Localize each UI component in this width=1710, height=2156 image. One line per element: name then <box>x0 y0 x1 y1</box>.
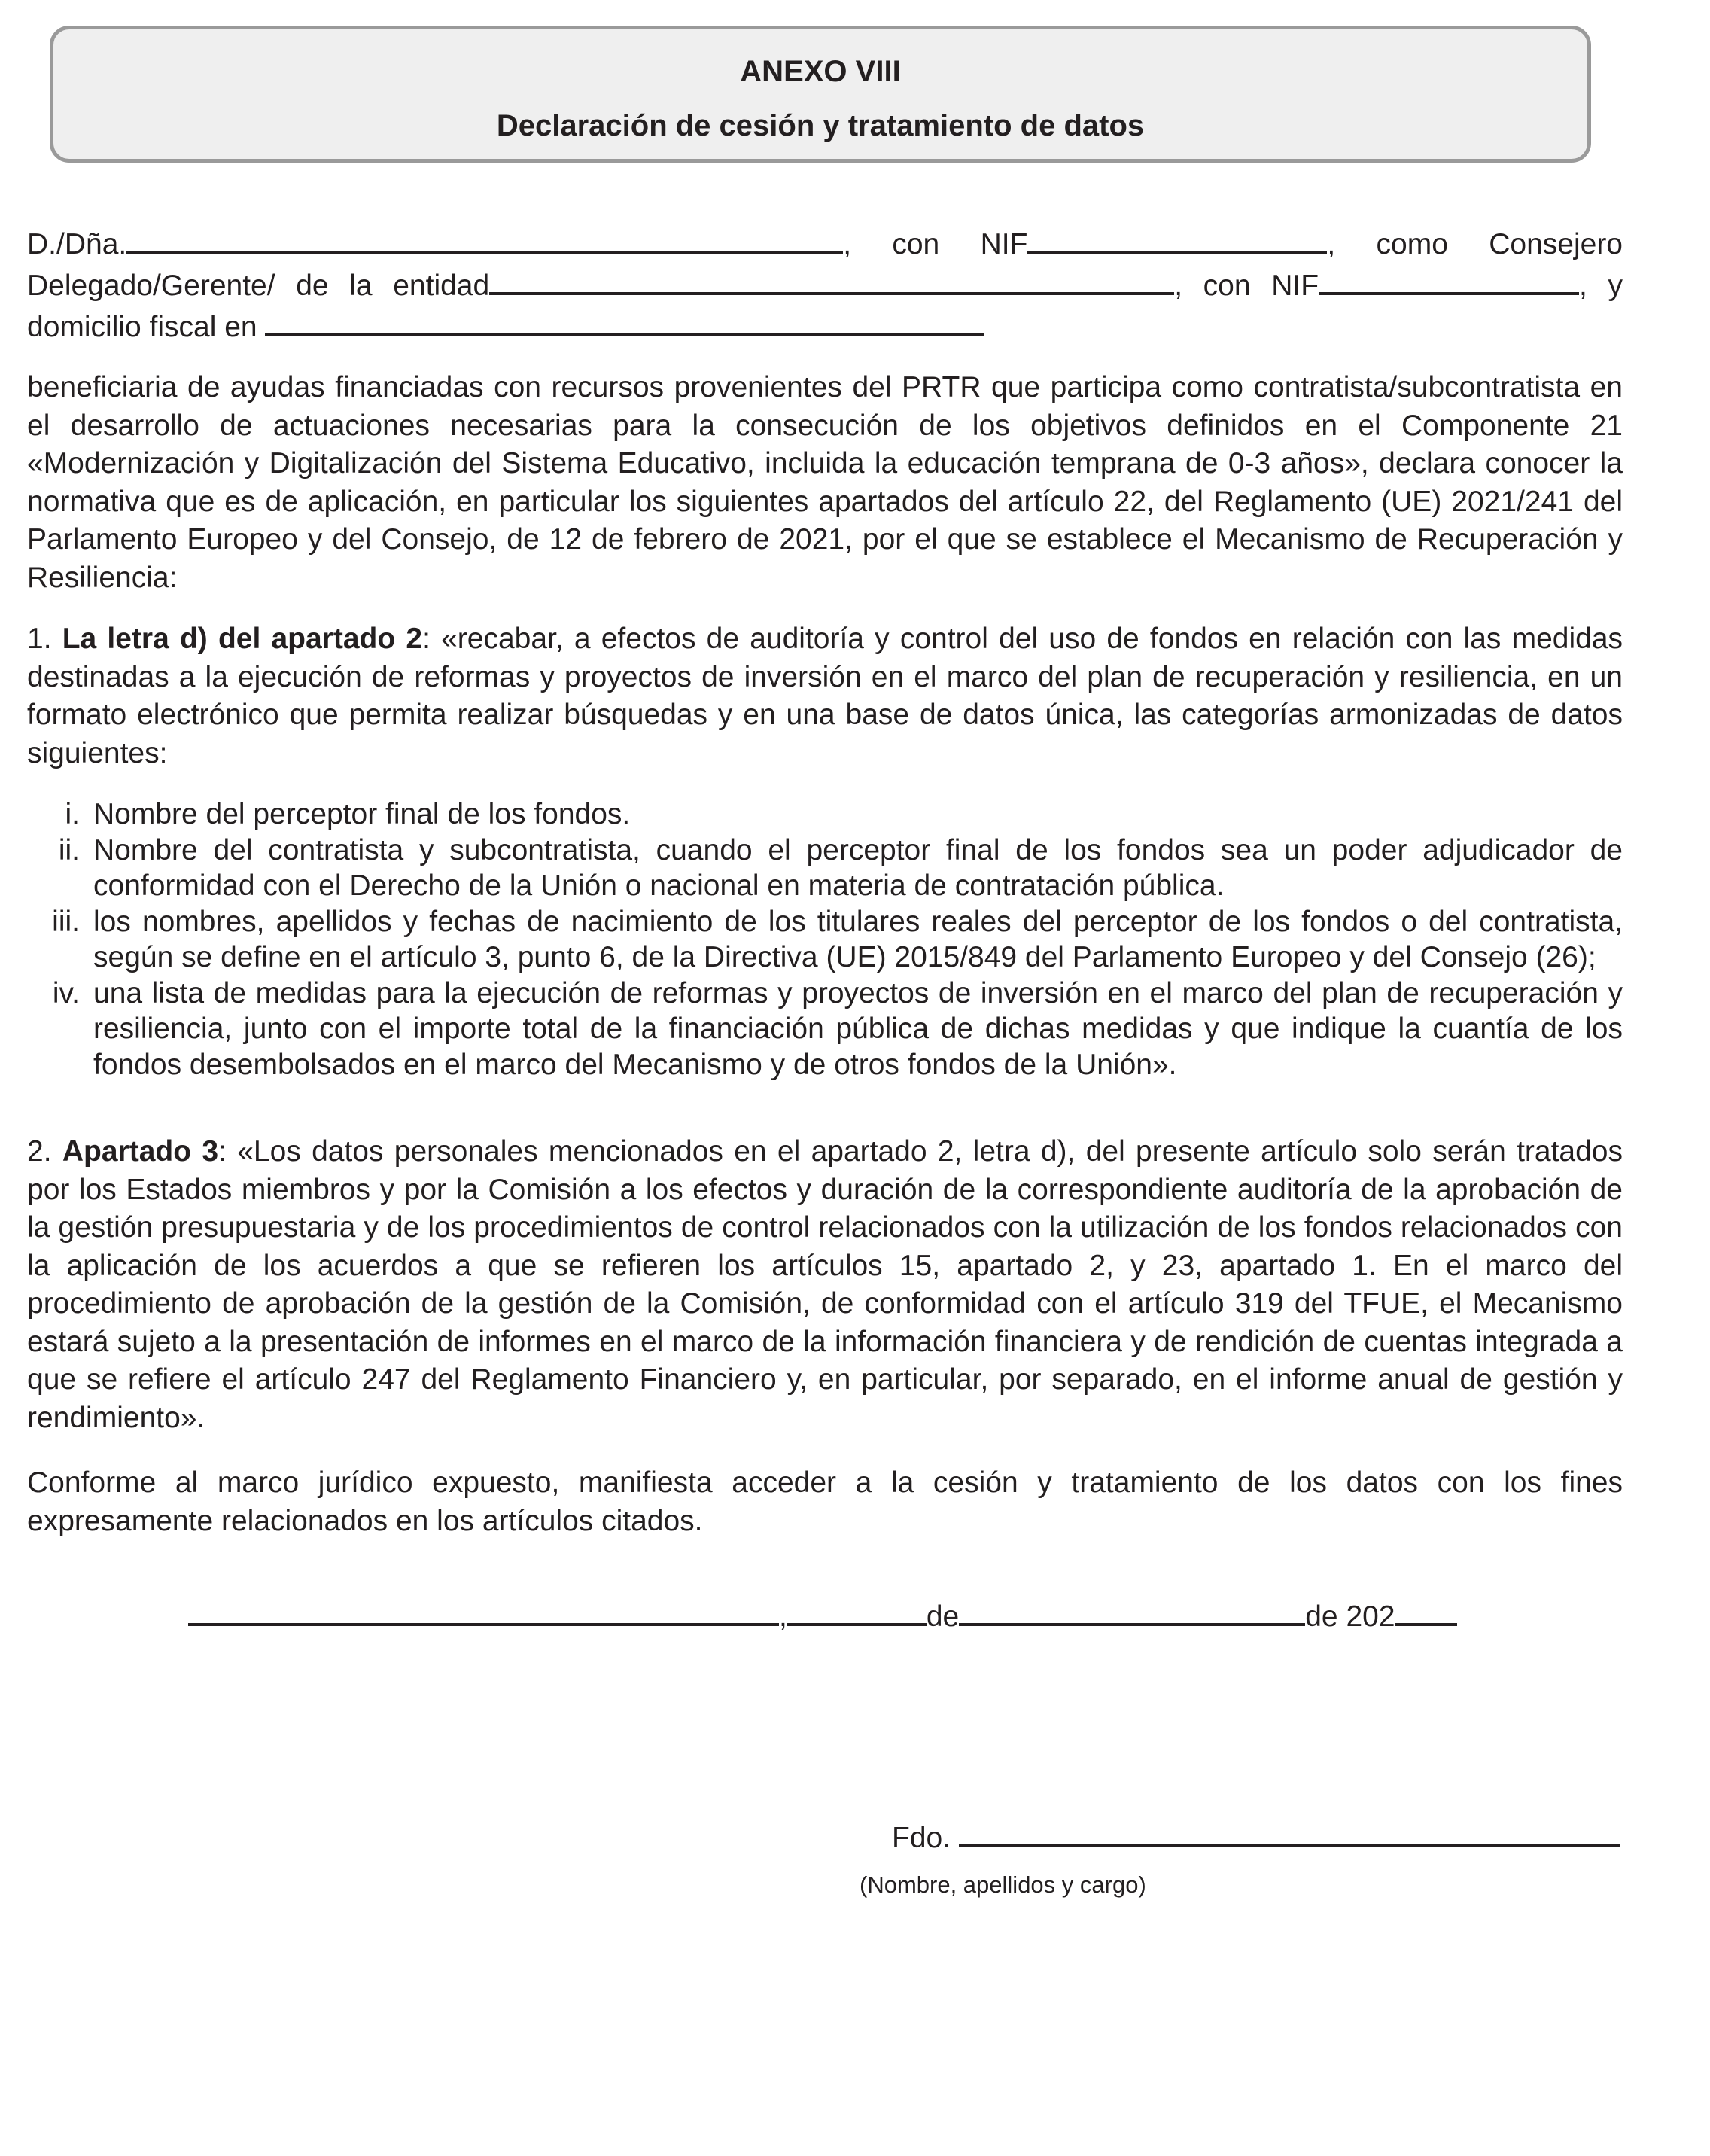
conclusion-paragraph: Conforme al marco jurídico expuesto, manifiesta acceder a la cesión y tratamiento de los datos con los fines expresamente relacionados en los artículos citados. <box>27 1466 1623 1537</box>
section-2-text: : «Los datos personales mencionados en el apartado 2, letra d), del presente artículo solo serán tratados por los Estados miembros y por la Comisión a los efectos y duración de la correspondiente auditoría de la aprobación de la gestión presupuestaria y de los procedimientos de control relacionados con la utilización de los fondos relacionados con la aplicación de los acuerdos a que se refieren los artículos 15, apartado 2, y 23, apartado 1. En el marco del procedimiento de aprobación de la gestión de la Comisión, de conformidad con el artículo 319 del TFUE, el Mecanismo estará sujeto a la presentación de informes en el marco de la información financiera y de rendición de cuentas integrada a que se refiere el artículo 247 del Reglamento Financiero y, en particular, por separado, en el informe anual de gestión y rendimiento». <box>27 1135 1623 1434</box>
list-item-number: i. <box>65 798 80 830</box>
nif-person-field[interactable] <box>1027 222 1327 254</box>
month-field[interactable] <box>959 1594 1305 1626</box>
list-item-number: ii. <box>58 833 80 866</box>
section-2-heading: Apartado 3 <box>62 1135 219 1168</box>
role-label: , como Consejero <box>1327 228 1623 260</box>
list-item-text: una lista de medidas para la ejecución de reformas y proyectos de inversión en el marco del plan de recuperación y resiliencia, junto con el importe total de la financiación pública de dichas medidas y que indique la cuantía de los fondos desembolsados en el marco del Mecanismo y de otros fondos de la Unión». <box>93 976 1623 1081</box>
nif-entity-field[interactable] <box>1319 263 1579 295</box>
entity-label: Delegado/Gerente/ de la entidad <box>27 270 490 302</box>
nif-entity-label: , con NIF <box>1174 270 1319 302</box>
entity-field[interactable] <box>489 263 1174 295</box>
list-item <box>27 833 1623 904</box>
data-categories-list <box>27 796 1623 1083</box>
year-field[interactable] <box>1395 1594 1457 1626</box>
signature-caption: (Nombre, apellidos y cargo) <box>860 1871 1146 1898</box>
declarant-name-label: D./Dña. <box>27 228 127 260</box>
section-1-paragraph <box>27 620 1623 772</box>
list-item-text: los nombres, apellidos y fechas de nacimiento de los titulares reales del perceptor de los fondos o del contratista, según se define en el artículo 3, punto 6, de la Directiva (UE) 2015/849 del Parlamento Europeo y del Consejo (26); <box>93 905 1623 973</box>
place-field[interactable] <box>188 1594 779 1626</box>
list-item-text: Nombre del perceptor final de los fondos. <box>93 798 631 830</box>
list-item-number: iii. <box>52 905 80 938</box>
date-de-label-1: de <box>926 1600 960 1633</box>
annex-header <box>50 26 1591 163</box>
section-2-paragraph <box>27 1133 1623 1437</box>
annex-title: ANEXO VIII <box>740 55 901 88</box>
signature-field[interactable] <box>959 1816 1620 1847</box>
section-1-number: 1. <box>27 623 52 655</box>
intro-paragraph: beneficiaria de ayudas financiadas con recursos provenientes del PRTR que participa como contratista/subcontratista en el desarrollo de actuaciones necesarias para la consecución de los objetivos definidos en el Componente 21 «Modernización y Digitalización del Sistema Educativo, incluida la educación temprana de 0-3 años», declara conocer la normativa que es de aplicación, en particular los siguientes apartados del artículo 22, del Reglamento (UE) 2021/241 del Parlamento Europeo y del Consejo, de 12 de febrero de 2021, por el que se establece el Mecanismo de Recuperación y Resiliencia: <box>27 371 1623 594</box>
section-1-text: : «recabar, a efectos de auditoría y control del uso de fondos en relación con las medidas destinadas a la ejecución de reformas y proyectos de inversión en el marco del plan de recuperación y resiliencia, en un formato electrónico que permita realizar búsquedas y en una base de datos única, las categorías armonizadas de datos siguientes: <box>27 623 1623 769</box>
address-field[interactable] <box>265 305 984 336</box>
declarant-name-field[interactable] <box>126 222 843 254</box>
day-field[interactable] <box>787 1594 927 1626</box>
signature-label: Fdo. <box>892 1822 951 1854</box>
annex-subtitle: Declaración de cesión y tratamiento de datos <box>496 109 1145 142</box>
section-2-number: 2. <box>27 1135 52 1168</box>
address-label: domicilio fiscal en <box>27 311 257 343</box>
and-label: , y <box>1579 270 1623 302</box>
declarant-line-1 <box>27 222 1623 265</box>
date-line <box>188 1594 1457 1637</box>
date-comma: , <box>779 1600 787 1633</box>
list-item-number: iv. <box>52 976 80 1009</box>
declarant-line-2 <box>27 263 1623 306</box>
declarant-line-3 <box>27 305 1623 348</box>
list-item <box>27 904 1623 976</box>
list-item <box>27 976 1623 1083</box>
date-de-label-2: de 202 <box>1305 1600 1395 1633</box>
signature-line <box>892 1816 1620 1859</box>
list-item-text: Nombre del contratista y subcontratista, cuando el perceptor final de los fondos sea un poder adjudicador de conformidad con el Derecho de la Unión o nacional en materia de contratación pública. <box>93 833 1623 902</box>
list-item <box>27 796 1623 833</box>
nif-person-label: , con NIF <box>843 228 1028 260</box>
section-1-heading: La letra d) del apartado 2 <box>62 623 423 655</box>
